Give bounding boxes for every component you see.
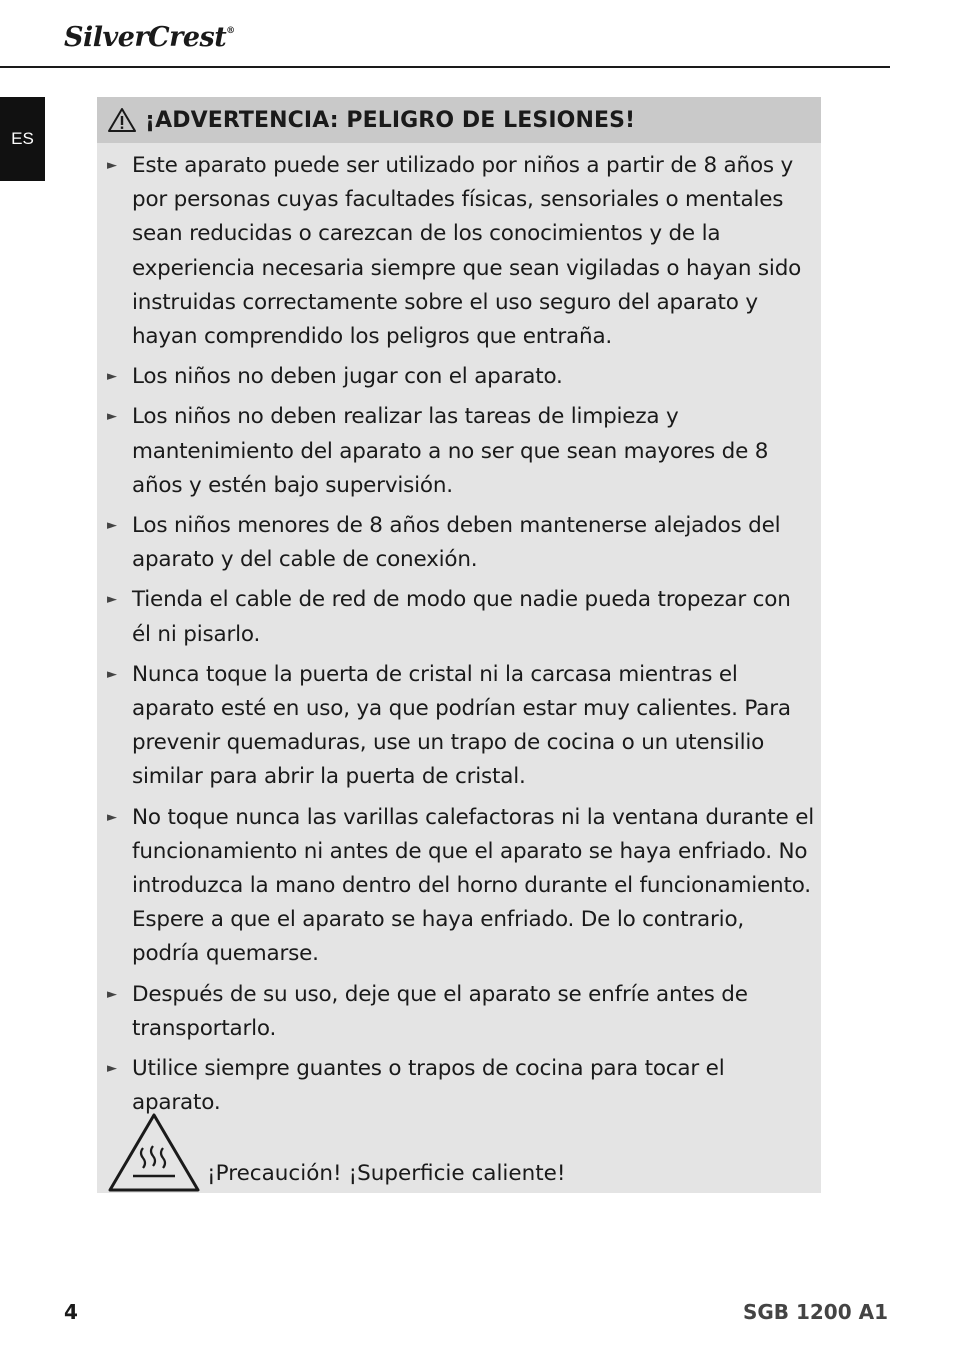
list-item-text: Tienda el cable de red de modo que nadie pueda tropezar con él ni pisarlo. [132,587,791,647]
list-item [97,978,821,1046]
warning-list [97,143,821,1120]
list-item [97,360,821,394]
list-item [97,1052,821,1120]
bullet-arrow-icon: ► [107,809,117,825]
list-item [97,801,821,972]
header-divider [0,66,890,68]
brand-logo [64,22,235,53]
list-item-text: Utilice siempre guantes o trapos de cocina para tocar el aparato. [132,1056,725,1116]
list-item [97,583,821,651]
list-item-text: Después de su uso, deje que el aparato se enfríe antes de transportarlo. [132,981,748,1041]
list-item-text: Los niños no deben jugar con el aparato. [132,364,563,390]
registered-mark: ® [226,26,235,36]
bullet-arrow-icon: ► [107,518,117,534]
bullet-arrow-icon: ► [107,158,117,173]
list-item [97,658,821,795]
warning-title: ¡ADVERTENCIA: PELIGRO DE LESIONES! [145,107,636,133]
list-item [97,509,821,577]
bullet-arrow-icon: ► [107,986,117,1002]
warning-title-bar [97,97,821,143]
bullet-arrow-icon: ► [107,592,117,608]
caution-notice [107,1112,566,1194]
list-item [97,400,821,503]
model-number: SGB 1200 A1 [742,1300,888,1324]
bullet-arrow-icon: ► [107,409,117,425]
hot-surface-icon [107,1112,201,1194]
bullet-arrow-icon: ► [107,666,117,682]
list-item-text: Los niños menores de 8 años deben mantenerse alejados del aparato y del cable de conexión. [132,513,781,573]
list-item-text: Este aparato puede ser utilizado por niños a partir de 8 años y por personas cuyas facultades físicas, sensoriales o mentales sean reducidas o carezcan de los conocimientos y de la experiencia necesaria siempre que sean vigiladas o hayan sido instruidas correctamente sobre el uso seguro del aparato y hayan comprendido los peligros que entraña. [132,153,802,350]
list-item-text: Nunca toque la puerta de cristal ni la carcasa mientras el aparato esté en uso, ya que podrían estar muy calientes. Para prevenir quemaduras, use un trapo de cocina o un utensilio similar para abrir la puerta de cristal. [132,661,791,790]
bullet-arrow-icon: ► [107,1061,117,1077]
list-item [97,149,821,354]
brand-name: SilverCrest [64,22,227,53]
list-item-text: Los niños no deben realizar las tareas de limpieza y mantenimiento del aparato a no ser que sean mayores de 8 años y estén bajo supervisión. [132,404,769,498]
page-number: 4 [64,1300,78,1324]
list-item-text: No toque nunca las varillas calefactoras ni la ventana durante el funcionamiento ni antes de que el aparato se haya enfriado. No introduzca la mano dentro del horno durante el funcionamiento. Espere a que el aparato se haya enfriado. De lo contrario, podría quemarse. [132,804,814,967]
caution-text: ¡Precaución! ¡Superficie caliente! [207,1161,566,1186]
warning-triangle-icon [107,107,137,133]
warning-box [97,97,821,1193]
language-tab: ES [0,97,45,181]
bullet-arrow-icon: ► [107,369,117,385]
